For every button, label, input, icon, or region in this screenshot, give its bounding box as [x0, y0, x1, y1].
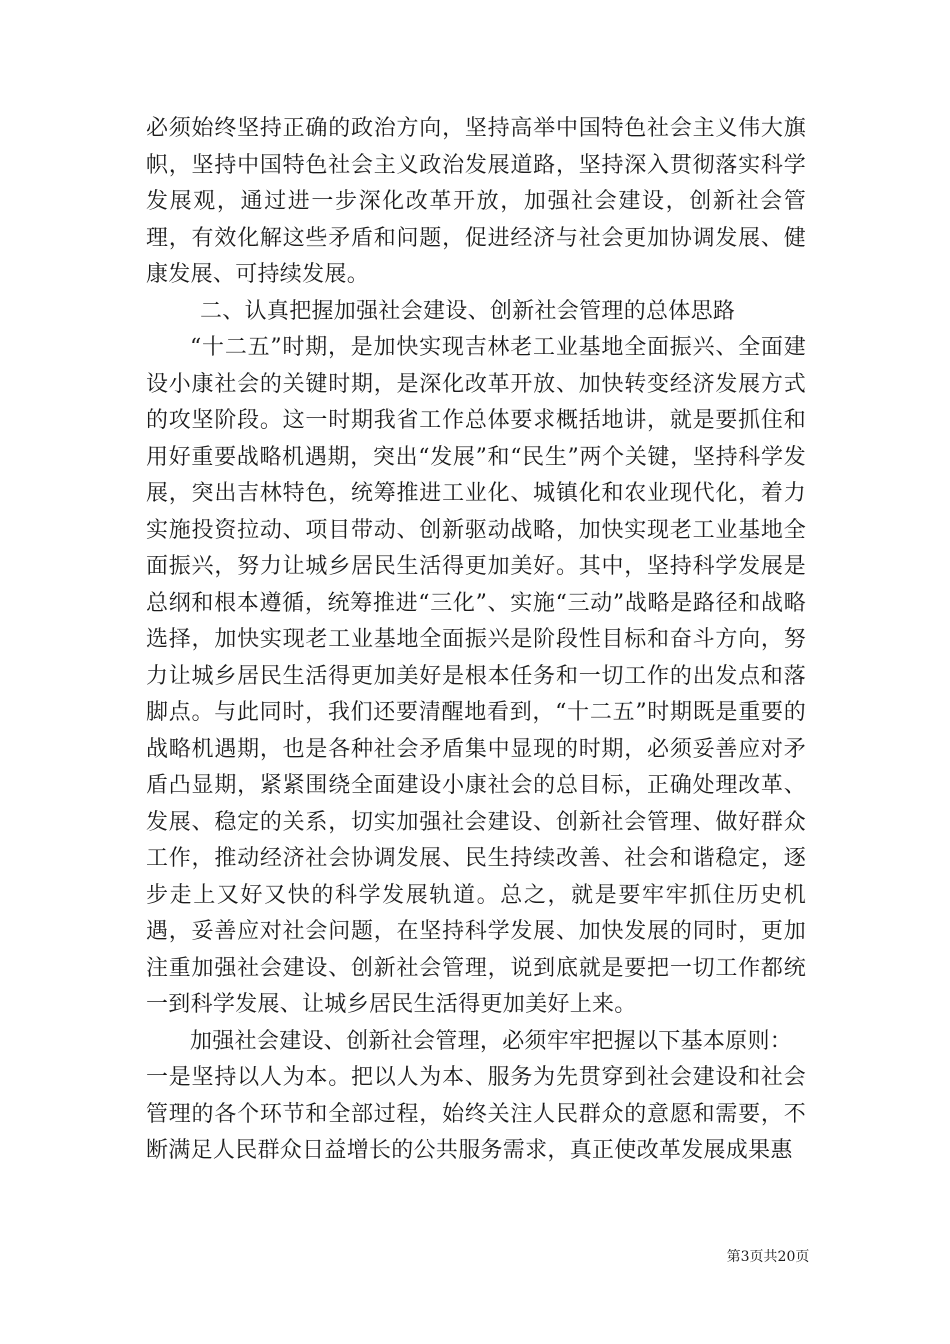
page-footer: [0, 1246, 950, 1266]
page-number: 第3页共20页: [726, 1249, 810, 1265]
paragraph-principle-one: 一是坚持以人为本。把以人为本、服务为先贯穿到社会建设和社会管理的各个环节和全部过程，始终关注人民群众的意愿和需要，不断满足人民群众日益增长的公共服务需求，真正使改革发展成果惠: [146, 1065, 806, 1163]
paragraph-body: “十二五”时期，是加快实现吉林老工业基地全面振兴、全面建设小康社会的关键时期，是深化改革开放、加快转变经济发展方式的攻坚阶段。这一时期我省工作总体要求概括地讲，就是要抓住和用好重要战略机遇期，突出“发展”和“民生”两个关键，坚持科学发展，突出吉林特色，统筹推进工业化、城镇化和农业现代化，着力实施投资拉动、项目带动、创新驱动战略，加快实现老工业基地全面振兴，努力让城乡居民生活得更加美好。其中，坚持科学发展是总纲和根本遵循，统筹推进“三化”、实施“三动”战略是路径和战略选择，加快实现老工业基地全面振兴是阶段性目标和奋斗方向，努力让城乡居民生活得更加美好是根本任务和一切工作的出发点和落脚点。与此同时，我们还要清醒地看到，“十二五”时期既是重要的战略机遇期，也是各种社会矛盾集中显现的时期，必须妥善应对矛盾凸显期，紧紧围绕全面建设小康社会的总目标，正确处理改革、发展、稳定的关系，切实加强社会建设、创新社会管理、做好群众工作，推动经济社会协调发展、民生持续改善、社会和谐稳定，逐步走上又好又快的科学发展轨道。总之，就是要牢牢抓住历史机遇，妥善应对社会问题，在坚持科学发展、加快发展的同时，更加注重加强社会建设、创新社会管理，说到底就是要把一切工作都统一到科学发展、让城乡居民生活得更加美好上来。: [146, 335, 806, 1017]
paragraph-principles-intro: 加强社会建设、创新社会管理，必须牢牢把握以下基本原则：: [190, 1028, 793, 1054]
paragraph-continuation: 必须始终坚持正确的政治方向，坚持高举中国特色社会主义伟大旗帜，坚持中国特色社会主义政治发展道路，坚持深入贯彻落实科学发展观，通过进一步深化改革开放，加强社会建设，创新社会管理，有效化解这些矛盾和问题，促进经济与社会更加协调发展、健康发展、可持续发展。: [146, 116, 806, 287]
section-heading: 二、认真把握加强社会建设、创新社会管理的总体思路: [200, 298, 736, 324]
document-body: [146, 111, 806, 1170]
